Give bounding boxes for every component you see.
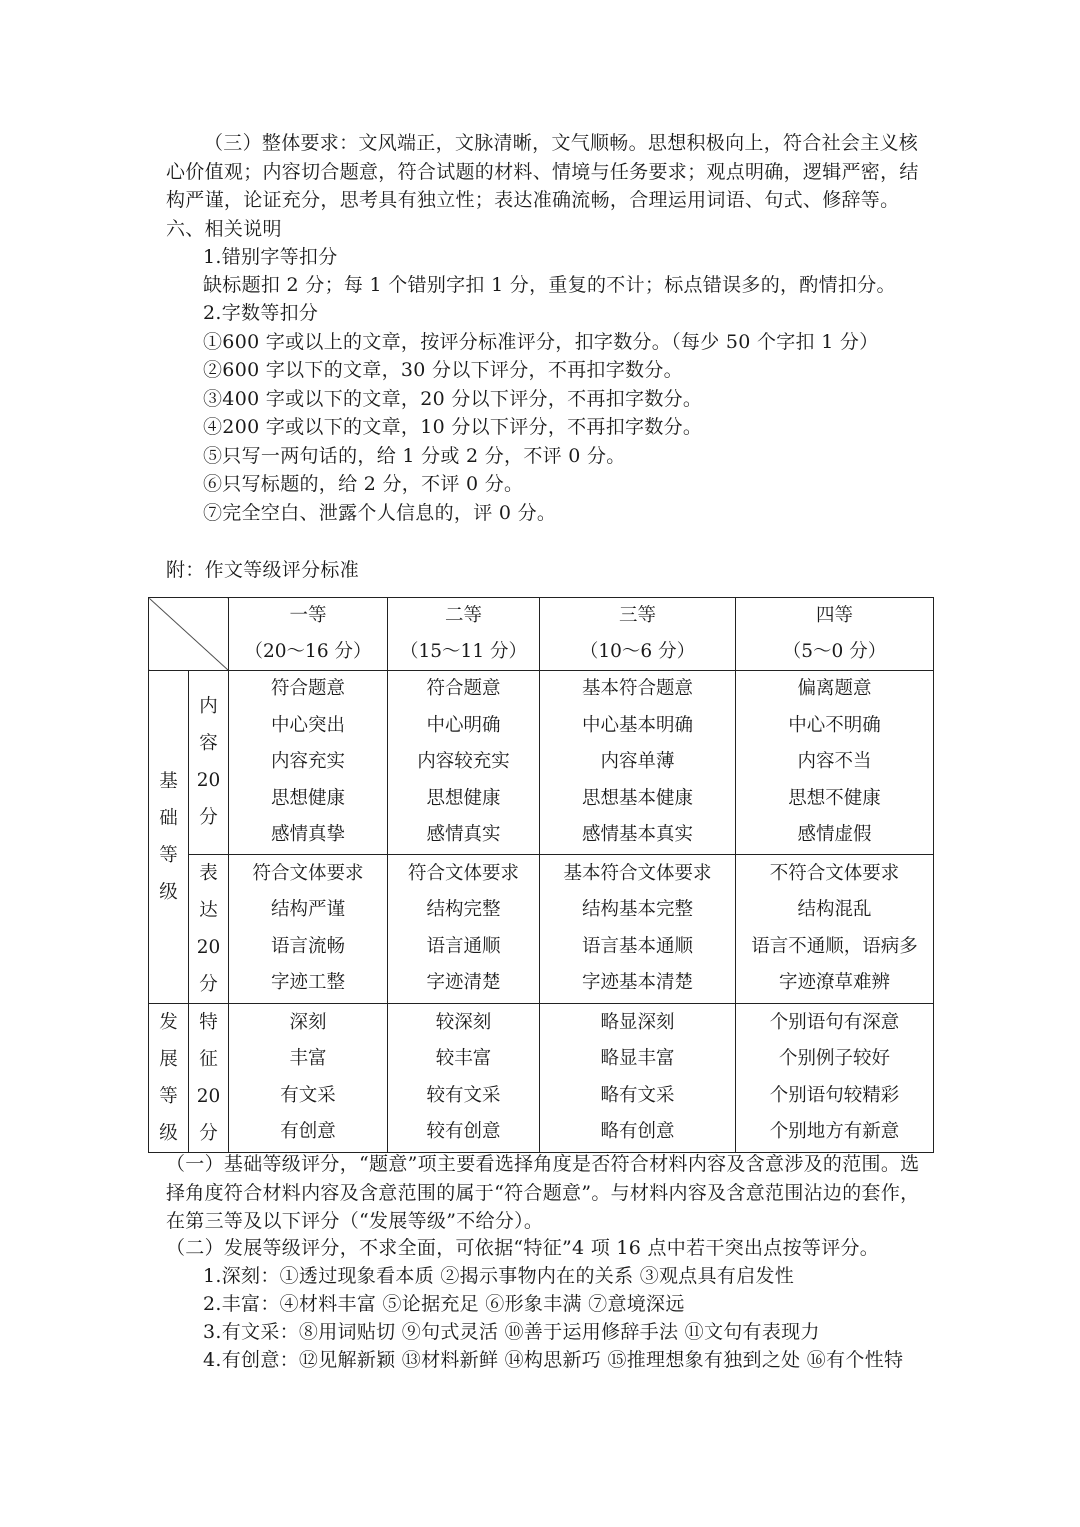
word-count-rule: ④200 字或以下的文章，10 分以下评分，不再扣字数分。 [203, 416, 703, 438]
expression-cell: 基本符合文体要求 结构基本完整 语言基本通顺 字迹基本清楚 [540, 854, 736, 1003]
grade-header: 一等 （20～16 分） [229, 598, 388, 671]
note-basic-level: （一）基础等级评分，“题意”项主要看选择角度是否符合材料内容及含意涉及的范围。选择角度符合材料内容及含意范围的属于“符合题意”。与材料内容及含意范围沾边的套作，在第三等及以下评分（“发展等级”不给分）。 [166, 1153, 920, 1232]
feature-cell: 深刻 丰富 有文采 有创意 [229, 1003, 388, 1152]
feature-cell: 较深刻 较丰富 较有文采 较有创意 [388, 1003, 540, 1152]
feature-label: 特 征 20 分 [189, 1003, 229, 1152]
word-count-rule: ①600 字或以上的文章，按评分标准评分，扣字数分。（每少 50 个字扣 1 分） [203, 331, 879, 353]
content-cell: 符合题意 中心突出 内容充实 思想健康 感情真挚 [229, 671, 388, 855]
word-count-rule: ⑦完全空白、泄露个人信息的，评 0 分。 [203, 502, 557, 524]
grade-header: 三等 （10～6 分） [540, 598, 736, 671]
development-level-label: 发 展 等 级 [149, 1003, 189, 1152]
appendix-title: 附：作文等级评分标准 [166, 559, 360, 581]
expression-cell: 符合文体要求 结构完整 语言通顺 字迹清楚 [388, 854, 540, 1003]
content-cell: 符合题意 中心明确 内容较充实 思想健康 感情真实 [388, 671, 540, 855]
section3-paragraph: （三）整体要求：文风端正，文脉清晰，文气顺畅。思想积极向上，符合社会主义核心价值观；内容切合题意，符合试题的材料、情境与任务要求；观点明确，逻辑严密，结构严谨，论证充分，思考具有独立性；表达准确流畅，合理运用词语、句式、修辞等。 [166, 132, 919, 211]
rule1-text: 缺标题扣 2 分；每 1 个错别字扣 1 分，重复的不计；标点错误多的，酌情扣分。 [203, 274, 896, 296]
expression-label: 表 达 20 分 [189, 854, 229, 1003]
section6-heading: 六、相关说明 [166, 218, 282, 240]
feature-cell: 个别语句有深意 个别例子较好 个别语句较精彩 个别地方有新意 [736, 1003, 934, 1152]
grade-header: 四等 （5～0 分） [736, 598, 934, 671]
expression-cell: 符合文体要求 结构严谨 语言流畅 字迹工整 [229, 854, 388, 1003]
note-development-level: （二）发展等级评分，不求全面，可依据“特征”4 项 16 点中若干突出点按等评分。 [166, 1237, 880, 1259]
basic-level-label: 基 础 等 级 [149, 671, 189, 1004]
word-count-rule: ②600 字以下的文章，30 分以下评分，不再扣字数分。 [203, 359, 683, 381]
feature-point-line: 4.有创意：⑫见解新颖 ⑬材料新鲜 ⑭构思新巧 ⑮推理想象有独到之处 ⑯有个性特 [203, 1349, 904, 1371]
word-count-rule: ⑥只写标题的，给 2 分，不评 0 分。 [203, 473, 524, 495]
expression-cell: 不符合文体要求 结构混乱 语言不通顺，语病多 字迹潦草难辨 [736, 854, 934, 1003]
content-cell: 基本符合题意 中心基本明确 内容单薄 思想基本健康 感情基本真实 [540, 671, 736, 855]
feature-point-line: 1.深刻：①透过现象看本质 ②揭示事物内在的关系 ③观点具有启发性 [203, 1265, 795, 1287]
table-corner-cell [149, 598, 229, 671]
content-label: 内 容 20 分 [189, 671, 229, 855]
word-count-rule: ③400 字或以下的文章，20 分以下评分，不再扣字数分。 [203, 388, 703, 410]
rule1-title: 1.错别字等扣分 [203, 246, 338, 268]
rule2-title: 2.字数等扣分 [203, 302, 319, 324]
word-count-rule: ⑤只写一两句话的，给 1 分或 2 分，不评 0 分。 [203, 445, 626, 467]
grading-table [148, 597, 934, 1153]
grade-header: 二等 （15～11 分） [388, 598, 540, 671]
feature-point-line: 2.丰富：④材料丰富 ⑤论据充足 ⑥形象丰满 ⑦意境深远 [203, 1293, 685, 1315]
feature-point-line: 3.有文采：⑧用词贴切 ⑨句式灵活 ⑩善于运用修辞手法 ⑪文句有表现力 [203, 1321, 820, 1343]
feature-cell: 略显深刻 略显丰富 略有文采 略有创意 [540, 1003, 736, 1152]
content-cell: 偏离题意 中心不明确 内容不当 思想不健康 感情虚假 [736, 671, 934, 855]
